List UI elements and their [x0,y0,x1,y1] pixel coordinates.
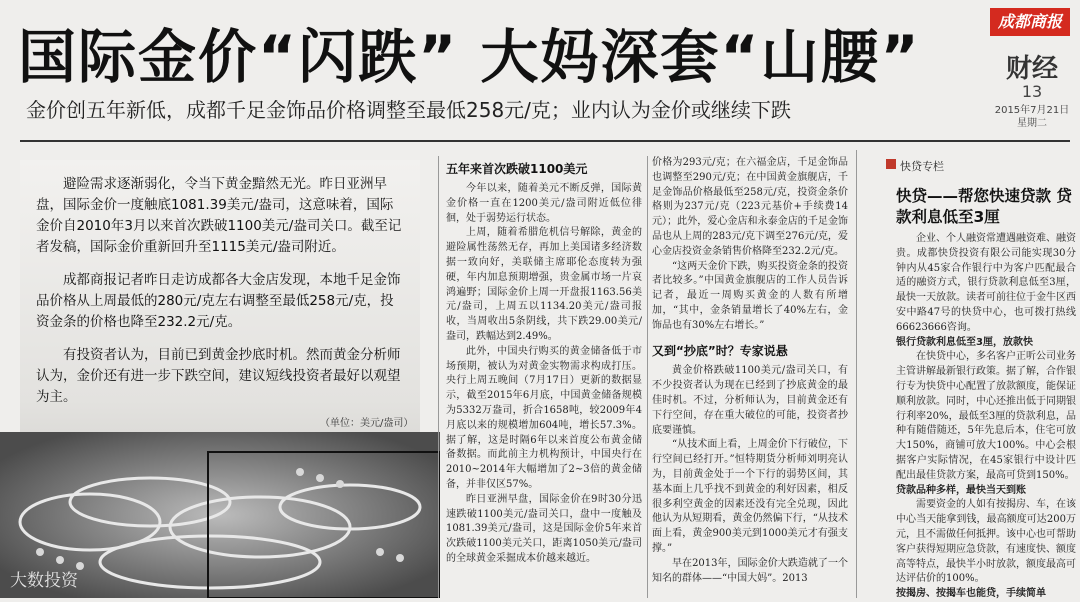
article-paragraph: “这两天金价下跌，购买投资金条的投资者比较多。”中国黄金旗舰店的工作人员告诉记者，最近一周购买黄金的人数有所增加，“其中，金条销量增长了40%左右，金饰品也有30%左右增长。” [652,260,848,331]
header-rule [20,140,1070,142]
ad-column-body [896,232,1076,602]
article-paragraph: 上周，随着希腊危机信号解除，黄金的避险属性荡然无存，再加上美国诸多经济数据一致向好，美联储主席耶伦态度转为强硬，年内加息预期增强，贵金属市场一片哀鸿遍野；国际金价上周一开盘报1163.56美元/盎司，上周五以1134.20美元/盎司报收，当周收出5条阴线，共下跌29.00美元/盎司，跌幅达到2.49%。 [446,227,642,342]
article-paragraph: 黄金价格跌破1100美元/盎司关口，有不少投资者认为现在已经到了抄底黄金的最佳时机。不过，分析师认为，目前黄金还有下行空间，存在重大破位的可能，投资者抄底要谨慎。 [652,365,848,436]
column-divider [647,156,648,598]
lead-paragraph: 成都商报记者昨日走访成都各大金店发现，本地千足金饰品价格从上周最低的280元/克左右调整至最低258元/克，投资金条的价格也降至232.2元/克。 [36,272,401,330]
page-subheadline: 金价创五年新低，成都千足金饰品价格调整至最低258元/克；业内认为金价或继续下跌 [26,98,791,122]
article-paragraph: 企业、个人融资常遭遇融资难、融资贵。成都快贷投资有限公司能实现30分钟内从45家合作银行中为客户匹配最合适的融资方式，银行贷款利息低至3厘，最快一天放款。读者可前往位于金牛区西安中路47号的快贷中心，也可拨打热线66623666咨询。 [896,233,1076,333]
article-paragraph: 今年以来，随着美元不断反弹，国际黄金价格一直在1200美元/盎司附近低位徘徊，处于弱势运行状态。 [446,183,642,224]
column-b-body [652,156,848,586]
column-a-heading: 五年来首次跌破1100美元 [446,162,588,176]
newspaper-masthead: 成都商报 [990,8,1070,36]
article-paragraph: 早在2013年，国际金价大跌造就了一个知名的群体——“中国大妈”。2013 [652,557,848,584]
watermark: 大数投资 [10,571,78,591]
column-tag: 快贷专栏 [900,160,944,173]
article-paragraph: 昨日亚洲早盘，国际金价在9时30分迅速跌破1100美元/盎司关口，盘中一度触及1081.39美元/盎司，这是国际金价5年来首次跌破1100美元关口，距离1050美元/盎司的全球黄金采掘成本价越来越近。 [446,493,642,564]
subheading: 按揭房、按揭车也能贷，手续简单 [896,588,1046,600]
column-divider [856,150,857,598]
lead-paragraph: 避险需求逐渐弱化，令当下黄金黯然无光。昨日亚洲早盘，国际金价一度触底1081.39美元/盎司，这意味着，国际金价自2010年3月以来首次跌破1100美元/盎司关口。截至记者发稿，国际金价重新回升至1115美元/盎司附近。 [36,176,402,255]
column-a-body [446,182,642,567]
column-b-heading: 又到“抄底”时？专家说悬 [652,343,788,358]
chart-unit-note: （单位：美元/盎司） [320,418,414,429]
article-paragraph: 需要资金的人如有按揭房、车，在该中心当天能拿到钱，最高额度可达200万元，且不需做任何抵押。该中心也可帮助客户获得短期应急贷款，有速度快、额度高等特点，最快半小时放款，额度最高可达评估价的100%。 [896,499,1076,585]
article-paragraph: “从技术面上看，上周金价下行破位，下行空间已经打开。”恒特期货分析师刘明亮认为，目前黄金处于一个下行的弱势区间，其基本面上几乎找不到黄金的利好因素，相反很多利空黄金的因素还没有完全兑现，因此他认为从短期看，黄金仍然偏下行，“从技术面上看，黄金900美元到1000美元才有强支撑。” [652,439,848,554]
subheading: 银行贷款利息低至3厘，放款快 [896,336,1033,348]
lead-paragraph: 有投资者认为，目前已到黄金抄底时机。然而黄金分析师认为，金价还有进一步下跌空间，建议短线投资者最好以观望为主。 [36,347,401,405]
lead-text [36,174,406,420]
section-name: 财经 [1005,54,1058,84]
publication-date [988,104,1076,130]
article-paragraph: 价格为293元/克；在六福金店，千足金饰品也调整至290元/克；在中国黄金旗舰店，千足金饰品价格最低至258元/克，投资金条价格则为237元/克（223元基价+手续费14元）；此外，爱心金店和永泰金店的千足金饰品也从上周的283元/克下调至276元/克，爱心金店投资金条销售价格降至232.2元/克。 [652,157,848,257]
article-paragraph: 在快贷中心，多名客户正听公司业务主管讲解最新银行政策。据了解，合作银行专为快贷中心配置了放款额度，能保证顺利放款。同时，中心还推出低于同期银行利率20%，最低至3厘的贷款利息，品种有随借随还，5年先息后本，住宅可放大150%，商铺可放大100%。中心会根据客户实际情况，在45家银行中设计匹配出最佳贷款方案，最高可贷到150%。 [896,351,1076,481]
page-headline: 国际金价“闪跌” 大妈深套“山腰” [18,23,921,91]
column-tag-marker [886,159,896,169]
article-paragraph: 此外，中国央行购买的黄金储备低于市场预期，被认为对黄金实物需求构成打压。央行上周五晚间（7月17日）更新的数据显示，截至2015年6月底，中国黄金储备规模为5332万盎司，折合1658吨，较2009年4月底以来的规模增加604吨，增长57.3%。据了解，这是时隔6年以来首度公布黄金储备数据。而此前主力机构预计，中国央行在2010~2014年大幅增加了2~3倍的黄金储备，并非仅区57%。 [446,345,642,490]
date-text: 2015年7月21日 [994,105,1070,116]
ad-column-title: 快贷——帮您快速贷款 贷款利息低至3厘 [896,187,1072,226]
subheading: 贷款品种多样，最快当天到账 [896,484,1026,496]
weekday-text: 星期二 [1017,118,1047,129]
page-number: 13 [1021,82,1043,101]
column-divider [438,156,439,598]
